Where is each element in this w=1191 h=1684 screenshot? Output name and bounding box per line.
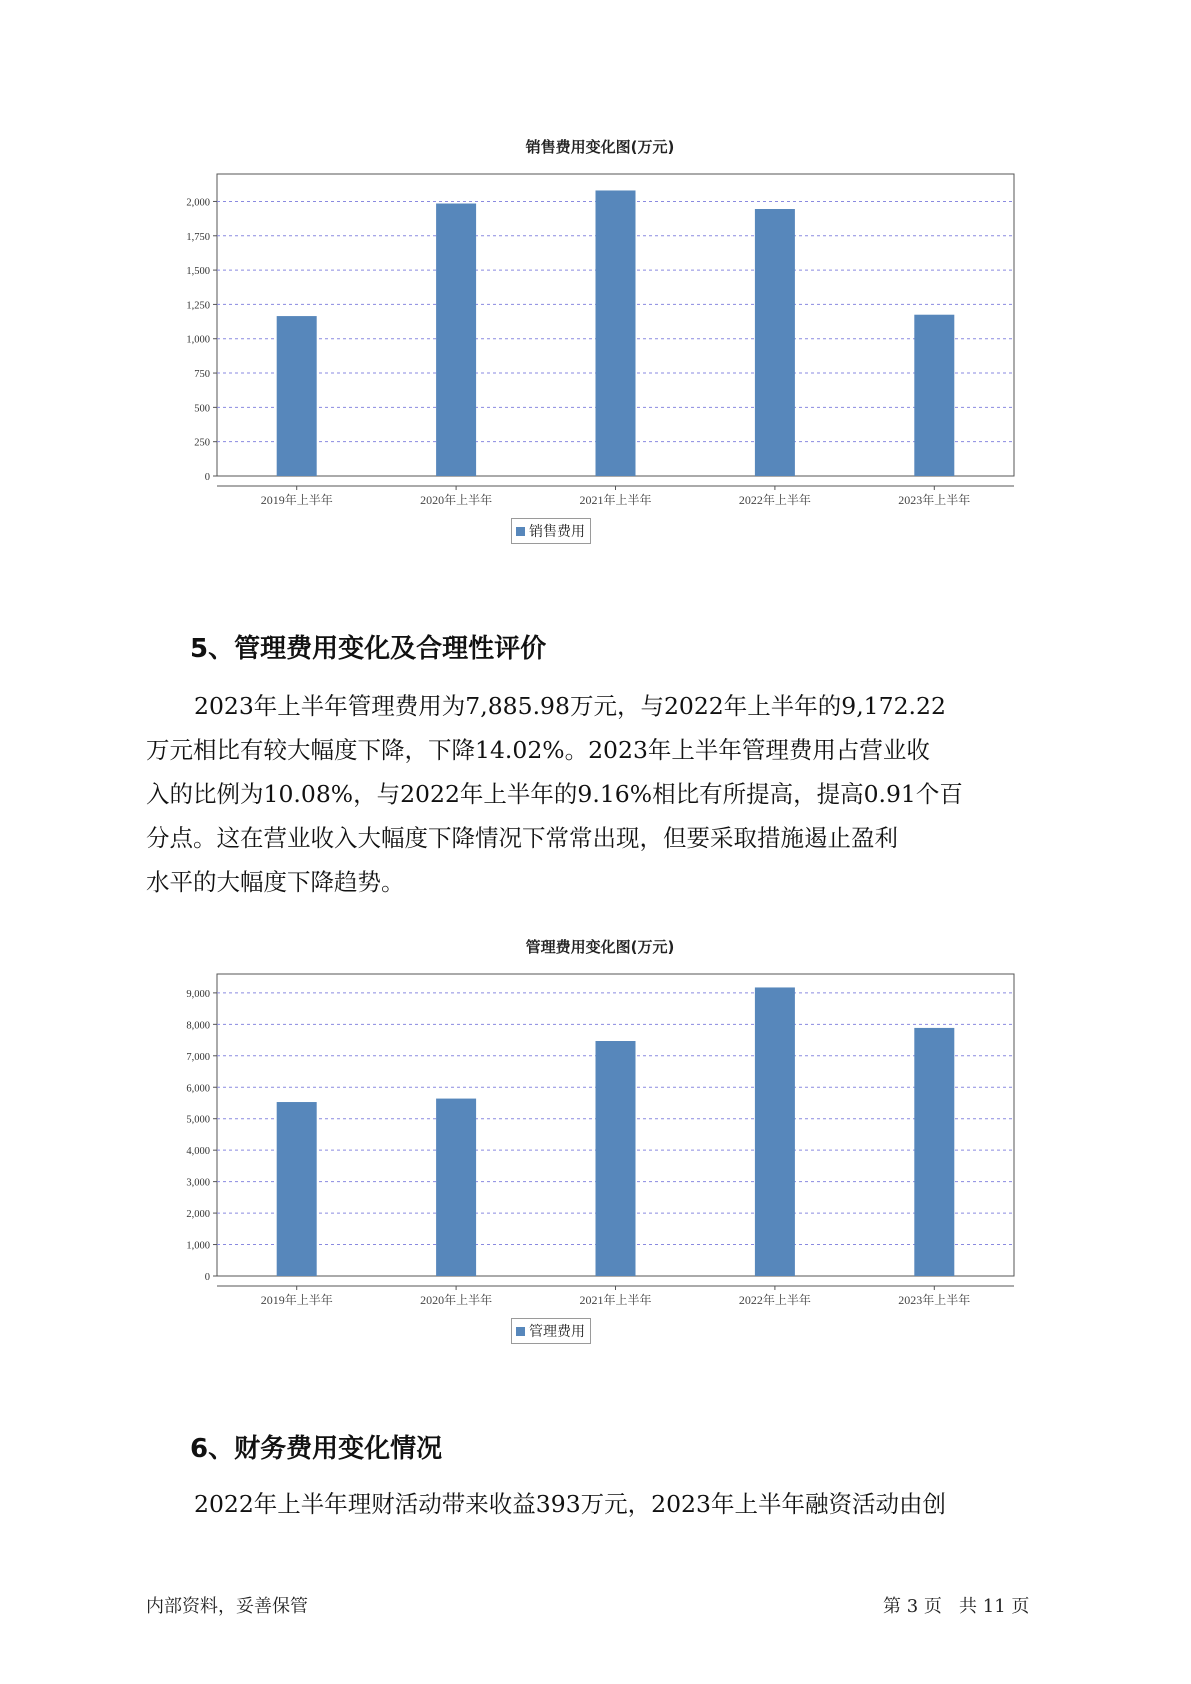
y-tick-label: 7,000 — [186, 1051, 210, 1063]
x-tick-label: 2021年上半年 — [579, 1293, 652, 1307]
y-tick-label: 5,000 — [186, 1114, 210, 1126]
bar — [436, 204, 476, 476]
y-tick-label: 8,000 — [186, 1020, 210, 1032]
bar — [596, 190, 636, 476]
bar — [755, 209, 795, 476]
x-tick-label: 2020年上半年 — [420, 1293, 493, 1307]
section5-paragraph — [146, 684, 1046, 904]
section5-heading: 5、管理费用变化及合理性评价 — [190, 634, 547, 664]
y-tick-label: 0 — [204, 472, 210, 483]
x-tick-label: 2023年上半年 — [898, 1293, 971, 1307]
bar — [277, 316, 317, 476]
x-tick-label: 2023年上半年 — [898, 493, 971, 507]
para-line: 2022年上半年理财活动带来收益393万元，2023年上半年融资活动由创 — [194, 1490, 946, 1518]
y-tick-label: 1,750 — [186, 231, 210, 243]
para-line: 万元相比有较大幅度下降，下降14.02%。2023年上半年管理费用占营业收 — [146, 736, 930, 764]
y-tick-label: 2,000 — [186, 1209, 210, 1221]
legend-swatch — [516, 527, 525, 536]
footer-left: 内部资料，妥善保管 — [146, 1596, 308, 1617]
bar — [596, 1041, 636, 1276]
x-tick-label: 2022年上半年 — [738, 493, 811, 507]
x-tick-label: 2021年上半年 — [579, 493, 652, 507]
admin-chart-plot — [150, 960, 1050, 1340]
admin-legend-label: 管理费用 — [529, 1324, 585, 1340]
y-tick-label: 1,000 — [186, 1240, 210, 1252]
y-tick-label: 250 — [194, 437, 210, 449]
para-line: 入的比例为10.08%，与2022年上半年的9.16%相比有所提高，提高0.91个百 — [146, 780, 963, 808]
y-tick-label: 0 — [204, 1272, 210, 1283]
sales-legend-label: 销售费用 — [529, 524, 585, 540]
bar — [277, 1102, 317, 1276]
x-tick-label: 2020年上半年 — [420, 493, 493, 507]
para-line: 2023年上半年管理费用为7,885.98万元，与2022年上半年的9,172.22 — [194, 692, 946, 720]
y-tick-label: 500 — [194, 403, 210, 415]
x-tick-label: 2019年上半年 — [260, 493, 333, 507]
sales-chart-plot — [150, 160, 1050, 540]
y-tick-label: 1,500 — [186, 266, 210, 278]
legend-swatch — [516, 1327, 525, 1336]
y-tick-label: 6,000 — [186, 1083, 210, 1095]
bar — [914, 1028, 954, 1276]
y-tick-label: 750 — [194, 369, 210, 381]
footer-page-number: 第 3 页 共 11 页 — [883, 1596, 1030, 1617]
admin-chart — [150, 930, 1050, 1350]
sales-chart-title: 销售费用变化图(万元) — [525, 138, 675, 156]
section6-heading: 6、财务费用变化情况 — [190, 1434, 443, 1464]
para-line: 分点。这在营业收入大幅度下降情况下常常出现，但要采取措施遏止盈利 — [146, 824, 898, 852]
para-line: 水平的大幅度下降趋势。 — [146, 868, 405, 896]
bar — [755, 987, 795, 1276]
bar — [914, 315, 954, 476]
x-tick-label: 2019年上半年 — [260, 1293, 333, 1307]
section6-paragraph — [146, 1482, 1046, 1526]
sales-chart — [150, 130, 1050, 550]
sales-chart-legend — [511, 518, 591, 544]
y-tick-label: 3,000 — [186, 1177, 210, 1189]
bar — [436, 1099, 476, 1276]
x-tick-label: 2022年上半年 — [738, 1293, 811, 1307]
y-tick-label: 2,000 — [186, 197, 210, 209]
y-tick-label: 4,000 — [186, 1146, 210, 1158]
y-tick-label: 1,000 — [186, 334, 210, 346]
y-tick-label: 9,000 — [186, 988, 210, 1000]
admin-chart-title: 管理费用变化图(万元) — [525, 938, 675, 956]
admin-chart-legend — [511, 1318, 591, 1344]
y-tick-label: 1,250 — [186, 300, 210, 312]
